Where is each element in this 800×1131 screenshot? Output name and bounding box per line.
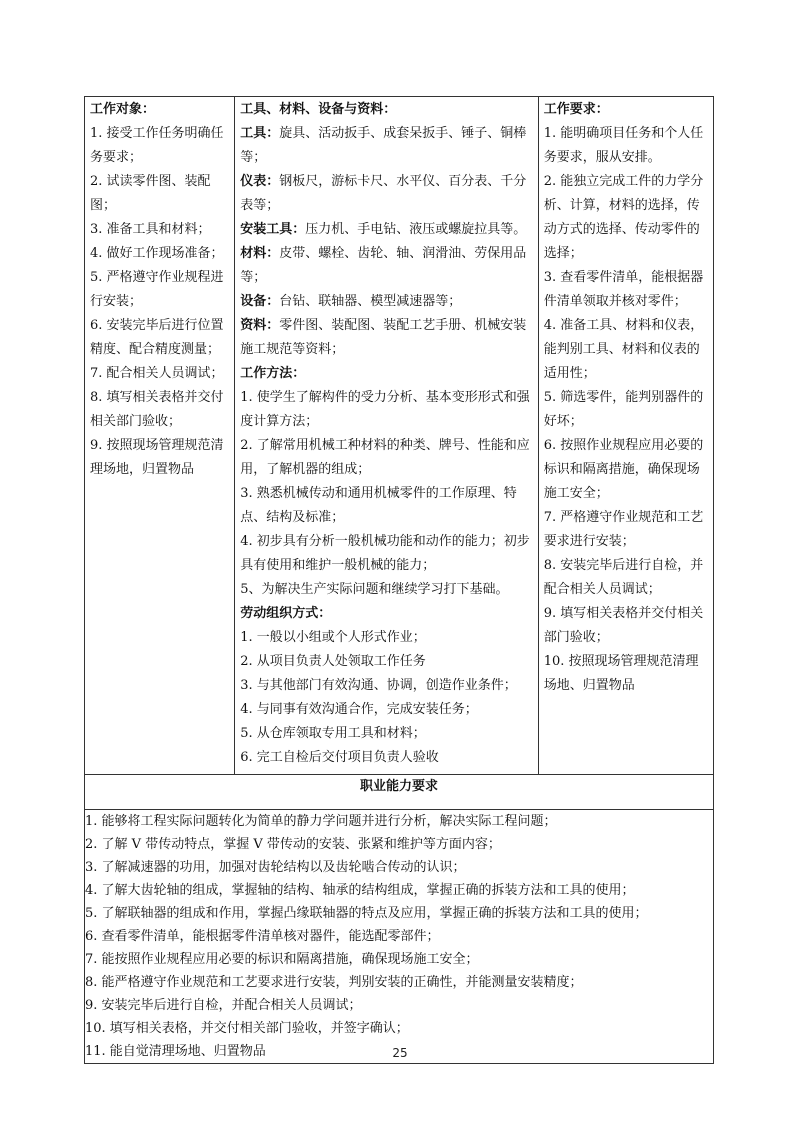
section-title: 职业能力要求 — [85, 775, 714, 810]
competency-item: 3. 了解减速器的功用，加强对齿轮结构以及齿轮啮合传动的认识； — [85, 860, 466, 875]
work-requirement-item: 8. 安装完毕后进行自检，并配合相关人员调试； — [543, 558, 704, 597]
work-object-item: 6. 安装完毕后进行位置精度、配合精度测量； — [90, 318, 224, 357]
resource-item — [240, 122, 532, 170]
resource-text: 压力机、手电钻、液压或螺旋拉具等。 — [305, 222, 527, 237]
work-requirement-item: 6. 按照作业规程应用必要的标识和隔离措施，确保现场施工安全； — [543, 438, 704, 501]
labor-organization-item: 1. 一般以小组或个人形式作业； — [240, 630, 426, 645]
work-method-item: 4. 初步具有分析一般机械功能和动作的能力；初步具有使用和维护一般机械的能力； — [240, 534, 530, 573]
resource-text: 皮带、螺栓、齿轮、轴、润滑油、劳保用品等； — [240, 246, 527, 285]
competency-item: 4. 了解大齿轮轴的组成，掌握轴的结构、轴承的结构组成，掌握正确的拆装方法和工具的使用； — [85, 883, 635, 898]
work-requirement-item: 5. 筛选零件，能判别器件的好坏； — [543, 390, 704, 429]
task-detail-row — [85, 97, 714, 775]
work-object-item: 8. 填写相关表格并交付相关部门验收； — [90, 390, 224, 429]
labor-organization-item: 3. 与其他部门有效沟通、协调，创造作业条件； — [240, 678, 517, 693]
page-number: 25 — [392, 1046, 408, 1060]
work-object-item: 3. 准备工具和材料； — [90, 222, 211, 237]
resource-item — [240, 170, 532, 218]
resource-label: 安装工具： — [240, 222, 306, 237]
work-object-item: 9. 按照现场管理规范清理场地，归置物品 — [90, 438, 224, 477]
resource-item — [240, 242, 532, 290]
task-table — [84, 96, 714, 1064]
competency-item: 6. 查看零件清单，能根据零件清单核对器件，能选配零部件； — [85, 929, 440, 944]
work-object-item: 7. 配合相关人员调试； — [90, 366, 224, 381]
labor-organization-item: 5. 从仓库领取专用工具和材料； — [240, 726, 426, 741]
tools-materials-heading: 工具、材料、设备与资料： — [240, 102, 397, 117]
resource-label: 工具： — [240, 126, 280, 141]
competency-item: 11. 能自觉清理场地、归置物品 — [85, 1044, 266, 1059]
labor-organization-item: 6. 完工自检后交付项目负责人验收 — [240, 750, 439, 765]
competency-item: 8. 能严格遵守作业规范和工艺要求进行安装，判别安装的正确性，并能测量安装精度； — [85, 975, 583, 990]
work-method-item: 3. 熟悉机械传动和通用机械零件的工作原理、特点、结构及标准； — [240, 486, 517, 525]
work-object-item: 5. 严格遵守作业规程进行安装； — [90, 270, 224, 309]
resource-text: 钢板尺，游标卡尺、水平仪、百分表、千分表等； — [240, 174, 527, 213]
resource-item — [240, 314, 532, 362]
labor-organization-heading: 劳动组织方式： — [240, 606, 332, 621]
work-requirements-heading: 工作要求： — [543, 102, 609, 117]
section-title-row — [85, 775, 714, 810]
work-object-heading: 工作对象： — [90, 102, 156, 117]
work-requirements-cell — [538, 97, 713, 775]
work-method-item: 5、为解决生产实际问题和继续学习打下基础。 — [240, 582, 509, 597]
work-requirement-item: 7. 严格遵守作业规范和工艺要求进行安装； — [543, 510, 704, 549]
work-object-cell — [85, 97, 235, 775]
work-requirement-item: 3. 查看零件清单，能根据器件清单领取并核对零件； — [543, 270, 704, 309]
work-requirement-item: 1. 能明确项目任务和个人任务要求，服从安排。 — [543, 126, 704, 165]
resource-item — [240, 218, 532, 242]
work-object-item: 1. 接受工作任务明确任务要求； — [90, 126, 224, 165]
resource-label: 资料： — [240, 318, 280, 333]
competency-item: 1. 能够将工程实际问题转化为简单的静力学问题并进行分析，解决实际工程问题； — [85, 814, 557, 829]
work-requirement-item: 10. 按照现场管理规范清理场地、归置物品 — [543, 654, 699, 693]
competency-item: 9. 安装完毕后进行自检，并配合相关人员调试； — [85, 998, 362, 1013]
work-method-item: 1. 使学生了解构件的受力分析、基本变形形式和强度计算方法； — [240, 390, 530, 429]
competency-item: 10. 填写相关表格，并交付相关部门验收，并签字确认； — [85, 1021, 409, 1036]
work-object-list — [90, 122, 229, 482]
work-method-item: 2. 了解常用机械工种材料的种类、牌号、性能和应用，了解机器的组成； — [240, 438, 530, 477]
resource-label: 仪表： — [240, 174, 280, 189]
work-requirement-item: 4. 准备工具、材料和仪表，能判别工具、材料和仪表的适用性； — [543, 318, 704, 381]
competency-item: 2. 了解 V 带传动特点，掌握 V 带传动的安装、张紧和维护等方面内容； — [85, 837, 501, 852]
work-requirement-item: 2. 能独立完成工件的力学分析、计算，材料的选择，传动方式的选择、传动零件的选择； — [543, 174, 704, 261]
competency-item: 5. 了解联轴器的组成和作用，掌握凸缘联轴器的特点及应用，掌握正确的拆装方法和工具的使用； — [85, 906, 648, 921]
competency-row — [85, 810, 714, 1064]
resource-text: 台钻、联轴器、模型减速器等； — [279, 294, 462, 309]
resource-item — [240, 290, 532, 314]
work-methods-heading: 工作方法： — [240, 366, 306, 381]
work-requirement-item: 9. 填写相关表格并交付相关部门验收； — [543, 606, 704, 645]
work-object-item: 2. 试读零件图、装配图； — [90, 174, 211, 213]
competency-cell — [85, 810, 714, 1064]
labor-organization-item: 4. 与同事有效沟通合作，完成安装任务； — [240, 702, 478, 717]
competency-item: 7. 能按照作业规程应用必要的标识和隔离措施，确保现场施工安全； — [85, 952, 479, 967]
resource-label: 设备： — [240, 294, 280, 309]
tools-materials-cell — [235, 97, 538, 775]
resource-text: 零件图、装配图、装配工艺手册、机械安装施工规范等资料； — [240, 318, 527, 357]
resource-label: 材料： — [240, 246, 280, 261]
labor-organization-item: 2. 从项目负责人处领取工作任务 — [240, 654, 426, 669]
resource-text: 旋具、活动扳手、成套呆扳手、锤子、铜棒等； — [240, 126, 527, 165]
work-object-item: 4. 做好工作现场准备； — [90, 246, 224, 261]
